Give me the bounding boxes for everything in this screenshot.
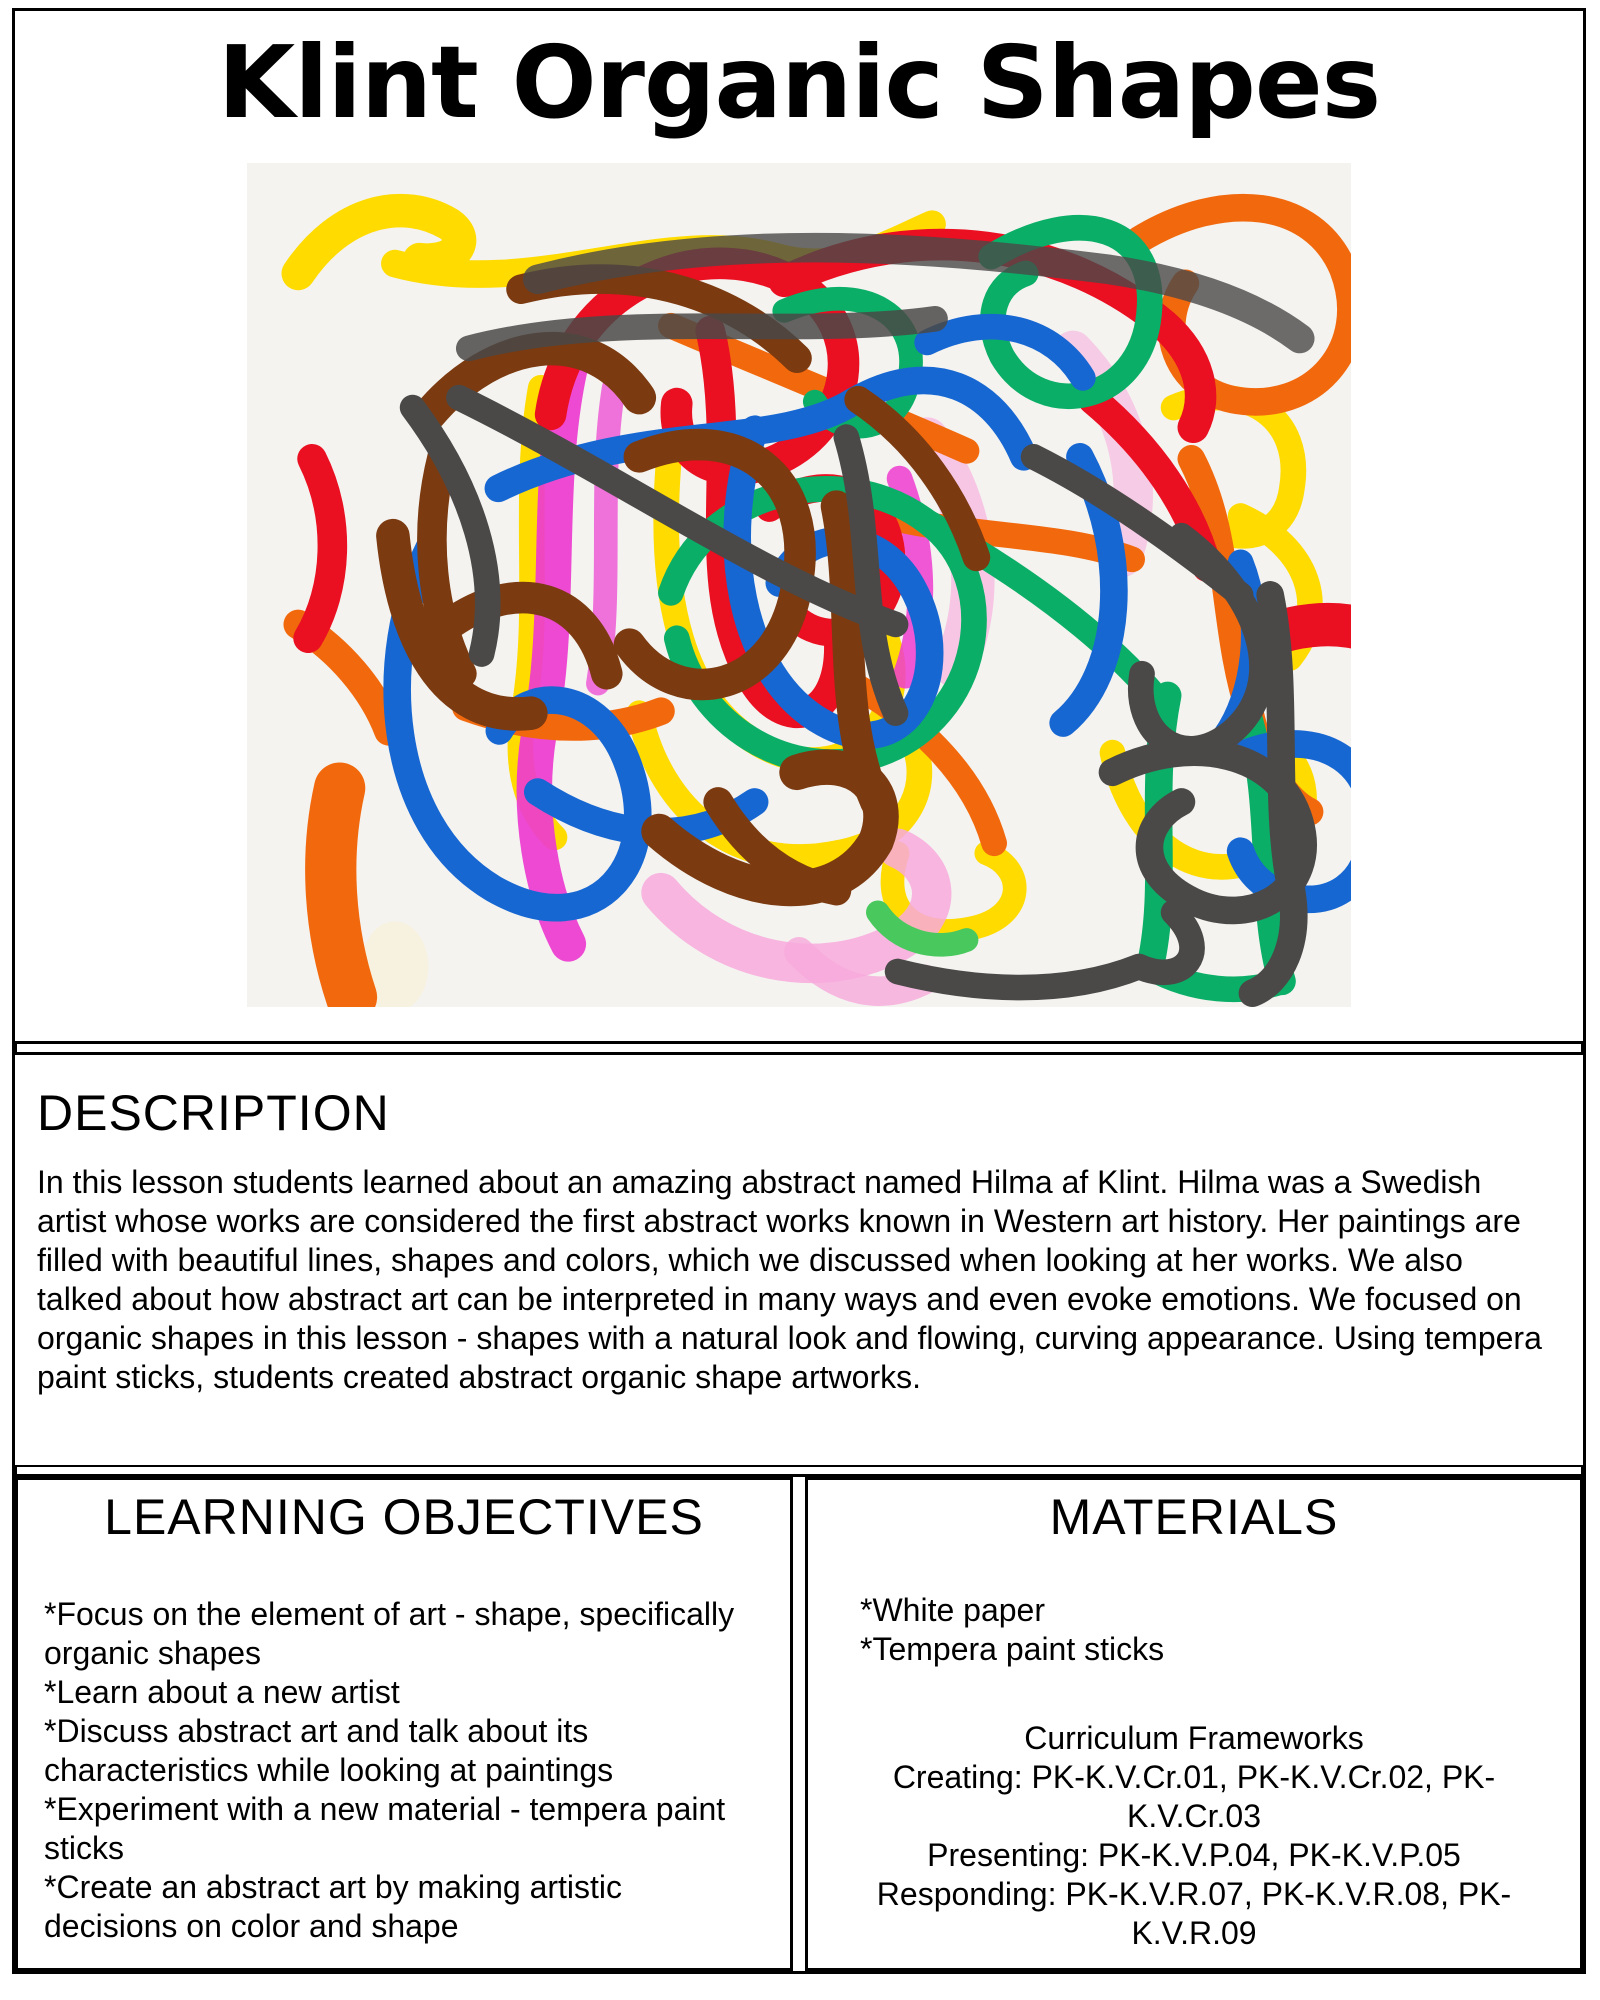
objective-item: *Experiment with a new material - tempera paint sticks bbox=[44, 1791, 726, 1866]
section-divider-top bbox=[15, 1041, 1583, 1055]
objective-item: *Learn about a new artist bbox=[44, 1674, 400, 1710]
material-item: *Tempera paint sticks bbox=[860, 1631, 1165, 1667]
bottom-section bbox=[15, 1477, 1583, 1971]
framework-line: Presenting: PK-K.V.P.04, PK-K.V.P.05 bbox=[927, 1837, 1461, 1873]
materials-heading: MATERIALS bbox=[1049, 1489, 1339, 1545]
objective-item: *Create an abstract art by making artistic decisions on color and shape bbox=[44, 1869, 623, 1944]
abstract-painting bbox=[247, 163, 1351, 1007]
description-heading: DESCRIPTION bbox=[37, 1085, 390, 1141]
frameworks-title: Curriculum Frameworks bbox=[1024, 1720, 1364, 1756]
learning-objectives-panel bbox=[15, 1477, 793, 1971]
material-item: *White paper bbox=[860, 1592, 1045, 1628]
description-section bbox=[15, 1055, 1583, 1465]
materials-list bbox=[808, 1591, 1580, 1669]
artwork-image bbox=[247, 163, 1351, 1007]
description-body: In this lesson students learned about an amazing abstract named Hilma af Klint. Hilma was a Swedish artist whose works are considered the first abstract works known in Western art history. Her paintings are filled with beautiful lines, shapes and colors, which we discussed when looking at her works. We also talked about how abstract art can be interpreted in many ways and even evoke emotions. We focused on organic shapes in this lesson - shapes with a natural look and flowing, curving appearance. Using tempera paint sticks, students created abstract organic shape artworks. bbox=[37, 1163, 1542, 1395]
learning-objectives-list bbox=[18, 1595, 790, 1946]
page-title: Klint Organic Shapes bbox=[217, 24, 1381, 141]
title-section bbox=[15, 11, 1583, 1041]
materials-panel bbox=[805, 1477, 1583, 1971]
framework-line: Responding: PK-K.V.R.07, PK-K.V.R.08, PK-K.V.R.09 bbox=[876, 1876, 1512, 1951]
objective-item: *Discuss abstract art and talk about its characteristics while looking at paintings bbox=[44, 1713, 614, 1788]
framework-line: Creating: PK-K.V.Cr.01, PK-K.V.Cr.02, PK-K.V.Cr.03 bbox=[892, 1759, 1496, 1834]
objective-item: *Focus on the element of art - shape, specifically organic shapes bbox=[44, 1596, 735, 1671]
learning-objectives-heading: LEARNING OBJECTIVES bbox=[104, 1489, 704, 1545]
curriculum-frameworks bbox=[808, 1719, 1580, 1953]
lesson-plan-page bbox=[12, 8, 1586, 1974]
section-divider-bottom bbox=[15, 1465, 1583, 1477]
